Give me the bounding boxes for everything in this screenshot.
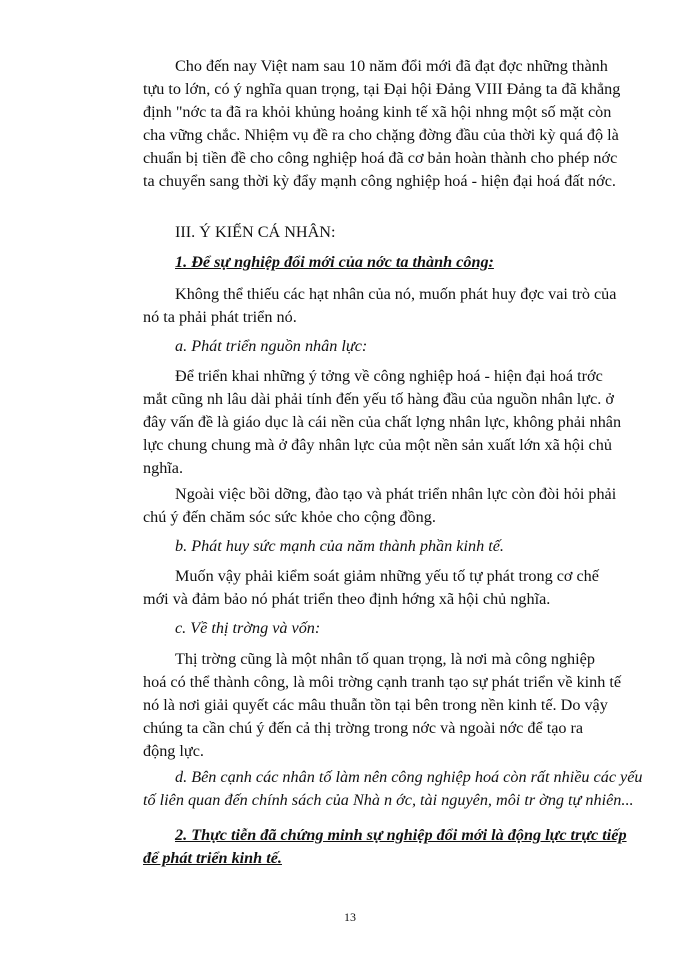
text-line: định "nớc ta đã ra khỏi khủng hoảng kinh tế xã hội nhng một số mặt còn	[143, 103, 612, 121]
item-c-heading-text: c. Về thị trờng và vốn:	[175, 619, 321, 637]
text-line: mắt cũng nh lâu dài phải tính đến yếu tố hàng đầu của nguồn nhân lực. ở	[143, 390, 614, 408]
text-line: tố liên quan đến chính sách của Nhà n ớc, tài nguyên, môi tr ờng tự nhiên...	[143, 791, 634, 809]
text-line: lực chung chung mà ở đây nhân lực của một nền sản xuất lớn xã hội chủ	[143, 436, 612, 454]
subheading-2	[143, 824, 637, 870]
text-line: Thị trờng cũng là một nhân tố quan trọng, là nơi mà công nghiệp	[175, 650, 595, 668]
section-heading	[143, 221, 637, 244]
text-line: cha vững chắc. Nhiệm vụ đề ra cho chặng đờng đầu của thời kỳ quá độ là	[143, 126, 619, 144]
subheading-1	[143, 251, 637, 274]
text-line: chuẩn bị tiền đề cho công nghiệp hoá đã cơ bản hoàn thành cho phép nớc	[143, 149, 618, 167]
item-d	[143, 766, 643, 812]
paragraph-market	[143, 648, 637, 763]
text-line: tựu to lớn, có ý nghĩa quan trọng, tại Đại hội Đảng VIII Đảng ta đã khẳng	[143, 80, 621, 98]
text-line: đây vấn đề là giáo dục là cái nền của chất lợng nhân lực, không phải nhân	[143, 413, 622, 431]
page-number: 13	[344, 910, 356, 924]
text-line: ta chuyển sang thời kỳ đẩy mạnh công nghiệp hoá - hiện đại hoá đất nớc.	[143, 172, 616, 190]
text-line: Không thể thiếu các hạt nhân của nó, muốn phát huy đợc vai trò của	[175, 285, 617, 303]
subheading-1-text: 1. Để sự nghiệp đổi mới của nớc ta thành công:	[175, 253, 494, 271]
text-line: mới và đảm bảo nó phát triển theo định hớng xã hội chủ nghĩa.	[143, 590, 551, 608]
item-c-heading	[143, 617, 637, 640]
text-line: chúng ta cần chú ý đến cả thị trờng trong nớc và ngoài nớc để tạo ra	[143, 719, 584, 737]
section-heading-text: III. Ý KIẾN CÁ NHÂN:	[175, 223, 336, 241]
text-line: chú ý đến chăm sóc sức khỏe cho cộng đồng.	[143, 508, 436, 526]
text-line: Ngoài việc bồi dỡng, đào tạo và phát triển nhân lực còn đòi hỏi phải	[175, 485, 617, 503]
text-line: Để triển khai những ý tởng về công nghiệp hoá - hiện đại hoá trớc	[175, 367, 603, 385]
item-b-heading-text: b. Phát huy sức mạnh của năm thành phần kinh tế.	[175, 537, 504, 555]
paragraph-nuclei	[143, 283, 637, 329]
text-line: Cho đến nay Việt nam sau 10 năm đổi mới đã đạt đợc những thành	[175, 57, 608, 75]
text-line: động lực.	[143, 742, 204, 760]
paragraph-human-resources	[143, 365, 637, 480]
paragraph-control	[143, 565, 637, 611]
text-line: Muốn vậy phải kiểm soát giảm những yếu tố tự phát trong cơ chế	[175, 567, 599, 585]
text-line: để phát triển kinh tế.	[143, 849, 282, 867]
item-b-heading	[143, 535, 637, 558]
item-a-heading	[143, 335, 637, 358]
item-a-heading-text: a. Phát triển nguồn nhân lực:	[175, 337, 368, 355]
text-line: hoá có thể thành công, là môi trờng cạnh tranh tạo sự phát triển về kinh tế	[143, 673, 622, 691]
paragraph-training	[143, 483, 637, 529]
text-line: nó ta phải phát triển nó.	[143, 308, 297, 326]
paragraph-intro	[143, 55, 637, 193]
text-line: nó là nơi giải quyết các mâu thuẫn tồn tại bên trong nền kinh tế. Do vậy	[143, 696, 608, 714]
text-line: 2. Thực tiễn đã chứng minh sự nghiệp đổi mới là động lực trực tiếp	[175, 826, 627, 844]
text-line: nghĩa.	[143, 459, 184, 477]
text-line: d. Bên cạnh các nhân tố làm nên công nghiệp hoá còn rất nhiều các yếu	[175, 768, 643, 786]
